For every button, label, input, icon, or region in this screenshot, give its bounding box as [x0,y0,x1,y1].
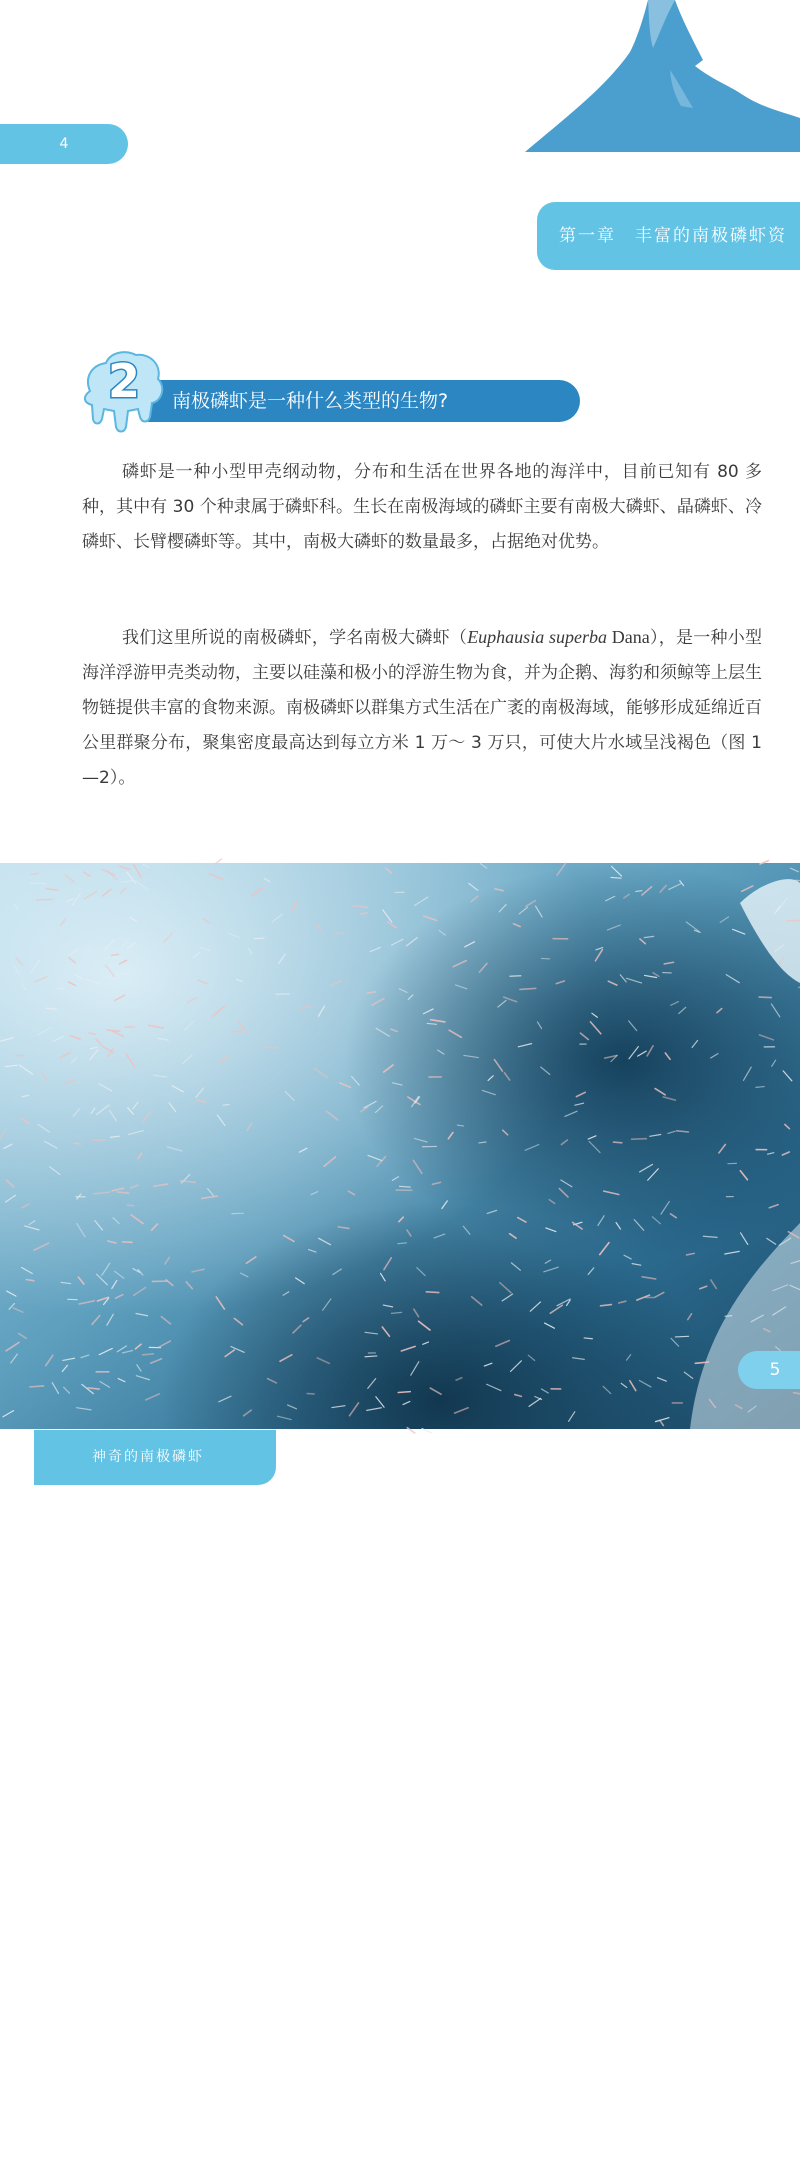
right-page-number: 5 [738,1351,800,1389]
paragraph-2-text-b: ），是一种小型海洋浮游甲壳类动物，主要以硅藻和极小的浮游生物为食，并为企鹅、海豹和须鲸等上层生物链提供丰富的食物来源。南极磷虾以群集方式生活在广袤的南极海域，能够形成延绵近百公里群聚分布，聚集密度最高达到每立方米 1 万～ 3 万只，可使大片水域呈浅褐色（图 1—2）。 [82,628,762,788]
paragraph-1: 磷虾是一种小型甲壳纲动物，分布和生活在世界各地的海洋中，目前已知有 80 多种，其中有 30 个种隶属于磷虾科。生长在南极海域的磷虾主要有南极大磷虾、晶磷虾、冷磷虾、长臂樱磷虾等。其中，南极大磷虾的数量最多，占据绝对优势。 [82,455,762,560]
krill-swarm-photo [0,863,800,1429]
paragraph-2-text-a: 我们这里所说的南极磷虾，学名南极大磷虾（ [122,628,467,648]
figure-caption: 图 1-2 南极磷虾聚集群 [104,2157,281,2178]
chapter-header: 第一章 丰富的南极磷虾资 [537,202,800,270]
krill-swarm-image [0,863,800,1429]
paragraph-2 [82,620,762,796]
section-number-badge [80,347,166,435]
mountain-decoration [525,0,800,155]
footer-book-title: 神奇的南极磷虾 [34,1430,276,1485]
left-page-number: 4 [0,124,128,164]
section-heading [80,347,510,435]
section-number: 2 [108,354,140,408]
scientific-name: Euphausia superba [467,627,607,647]
scientific-author: Dana [607,627,650,647]
section-title: 南极磷虾是一种什么类型的生物? [142,380,580,422]
